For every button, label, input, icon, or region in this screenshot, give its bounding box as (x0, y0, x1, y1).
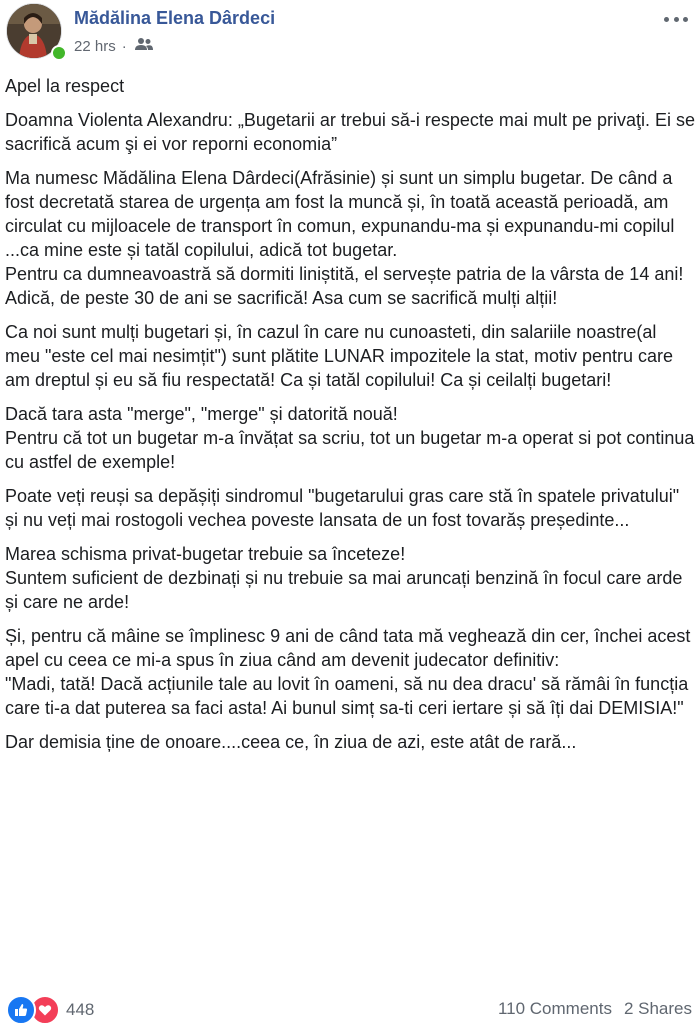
author-name[interactable]: Mădălina Elena Dârdeci (74, 8, 276, 28)
paragraph: Ca noi sunt mulți bugetari și, în cazul în care nu cunoasteti, din salariile noastre(al meu "este cel mai nesimțit") sunt plătite LUNAR impozitele la stat, motiv pentru care am dreptul și eu să fiu respectată! Ca și tatăl copilului! Ca și ceilalți bugetari! (5, 322, 674, 390)
friends-icon[interactable] (135, 37, 153, 55)
online-status-indicator (51, 45, 67, 61)
post-meta (74, 37, 153, 55)
shares-count-link[interactable]: 2 Shares (623, 999, 692, 1018)
paragraph: Dar demisia ține de onoare....ceea ce, în ziua de azi, este atât de rară... (5, 732, 577, 752)
post-body (5, 74, 695, 764)
more-options-icon[interactable] (664, 14, 688, 24)
paragraph: Apel la respect (5, 76, 125, 96)
post-timestamp[interactable]: 22 hrs (74, 37, 116, 55)
reactions-summary[interactable] (6, 995, 94, 1025)
like-icon (6, 995, 36, 1025)
paragraph: Și, pentru că mâine se împlinesc 9 ani de când tata mă veghează din cer, închei acest apel cu ceea ce mi-a spus în ziua când am devenit judecator definitiv: "Madi, tată! Dacă acțiunile tale au lovit în oameni, să nu dea dracu' să rămâi în funcția care ti-a dat puterea sa faci asta! Ai bunul simț sa-ti ceri iertare și să îți dai DEMISIA!" (5, 626, 691, 718)
paragraph: Dacă tara asta "merge", "merge" și datorită nouă! Pentru că tot un bugetar m-a învățat sa scriu, tot un bugetar m-a operat si pot continua cu astfel de exemple! (5, 404, 695, 472)
reactions-count: 448 (66, 1000, 95, 1019)
post-stats (498, 999, 692, 1019)
paragraph: Poate veți reuși sa depășiți sindromul "bugetarului gras care stă în spatele privatului" și nu veți mai rostogoli vechea poveste lansata de un fost tovarăș președinte... (5, 486, 680, 530)
paragraph: Ma numesc Mădălina Elena Dârdeci(Afrăsinie) și sunt un simplu bugetar. De când a fost decretată starea de urgența am fost la muncă și, în toată această perioadă, am circulat cu mijloacele de transport în comun, expunandu-ma și expunandu-mi copilul ...ca mine este și tatăl copilului, adică tot bugetar. Pentru ca dumneavoastră să dormiti liniștită, el servește patria de la vârsta de 14 ani! Adică, de peste 30 de ani se sacrifică! Asa cum se sacrifică mulți alții! (5, 168, 684, 308)
post-header (0, 0, 700, 64)
comments-count-link[interactable]: 110 Comments (497, 999, 612, 1018)
post-footer (0, 993, 700, 1029)
meta-separator: · (121, 37, 127, 55)
paragraph: Marea schisma privat-bugetar trebuie sa înceteze! Suntem suficient de dezbinați și nu trebuie sa mai aruncați benzină în focul care arde și care ne arde! (5, 544, 683, 612)
paragraph: Doamna Violenta Alexandru: „Bugetarii ar trebui să-i respecte mai mult pe privaţi. Ei se sacrifică acum şi ei vor reporni economia” (5, 110, 696, 154)
